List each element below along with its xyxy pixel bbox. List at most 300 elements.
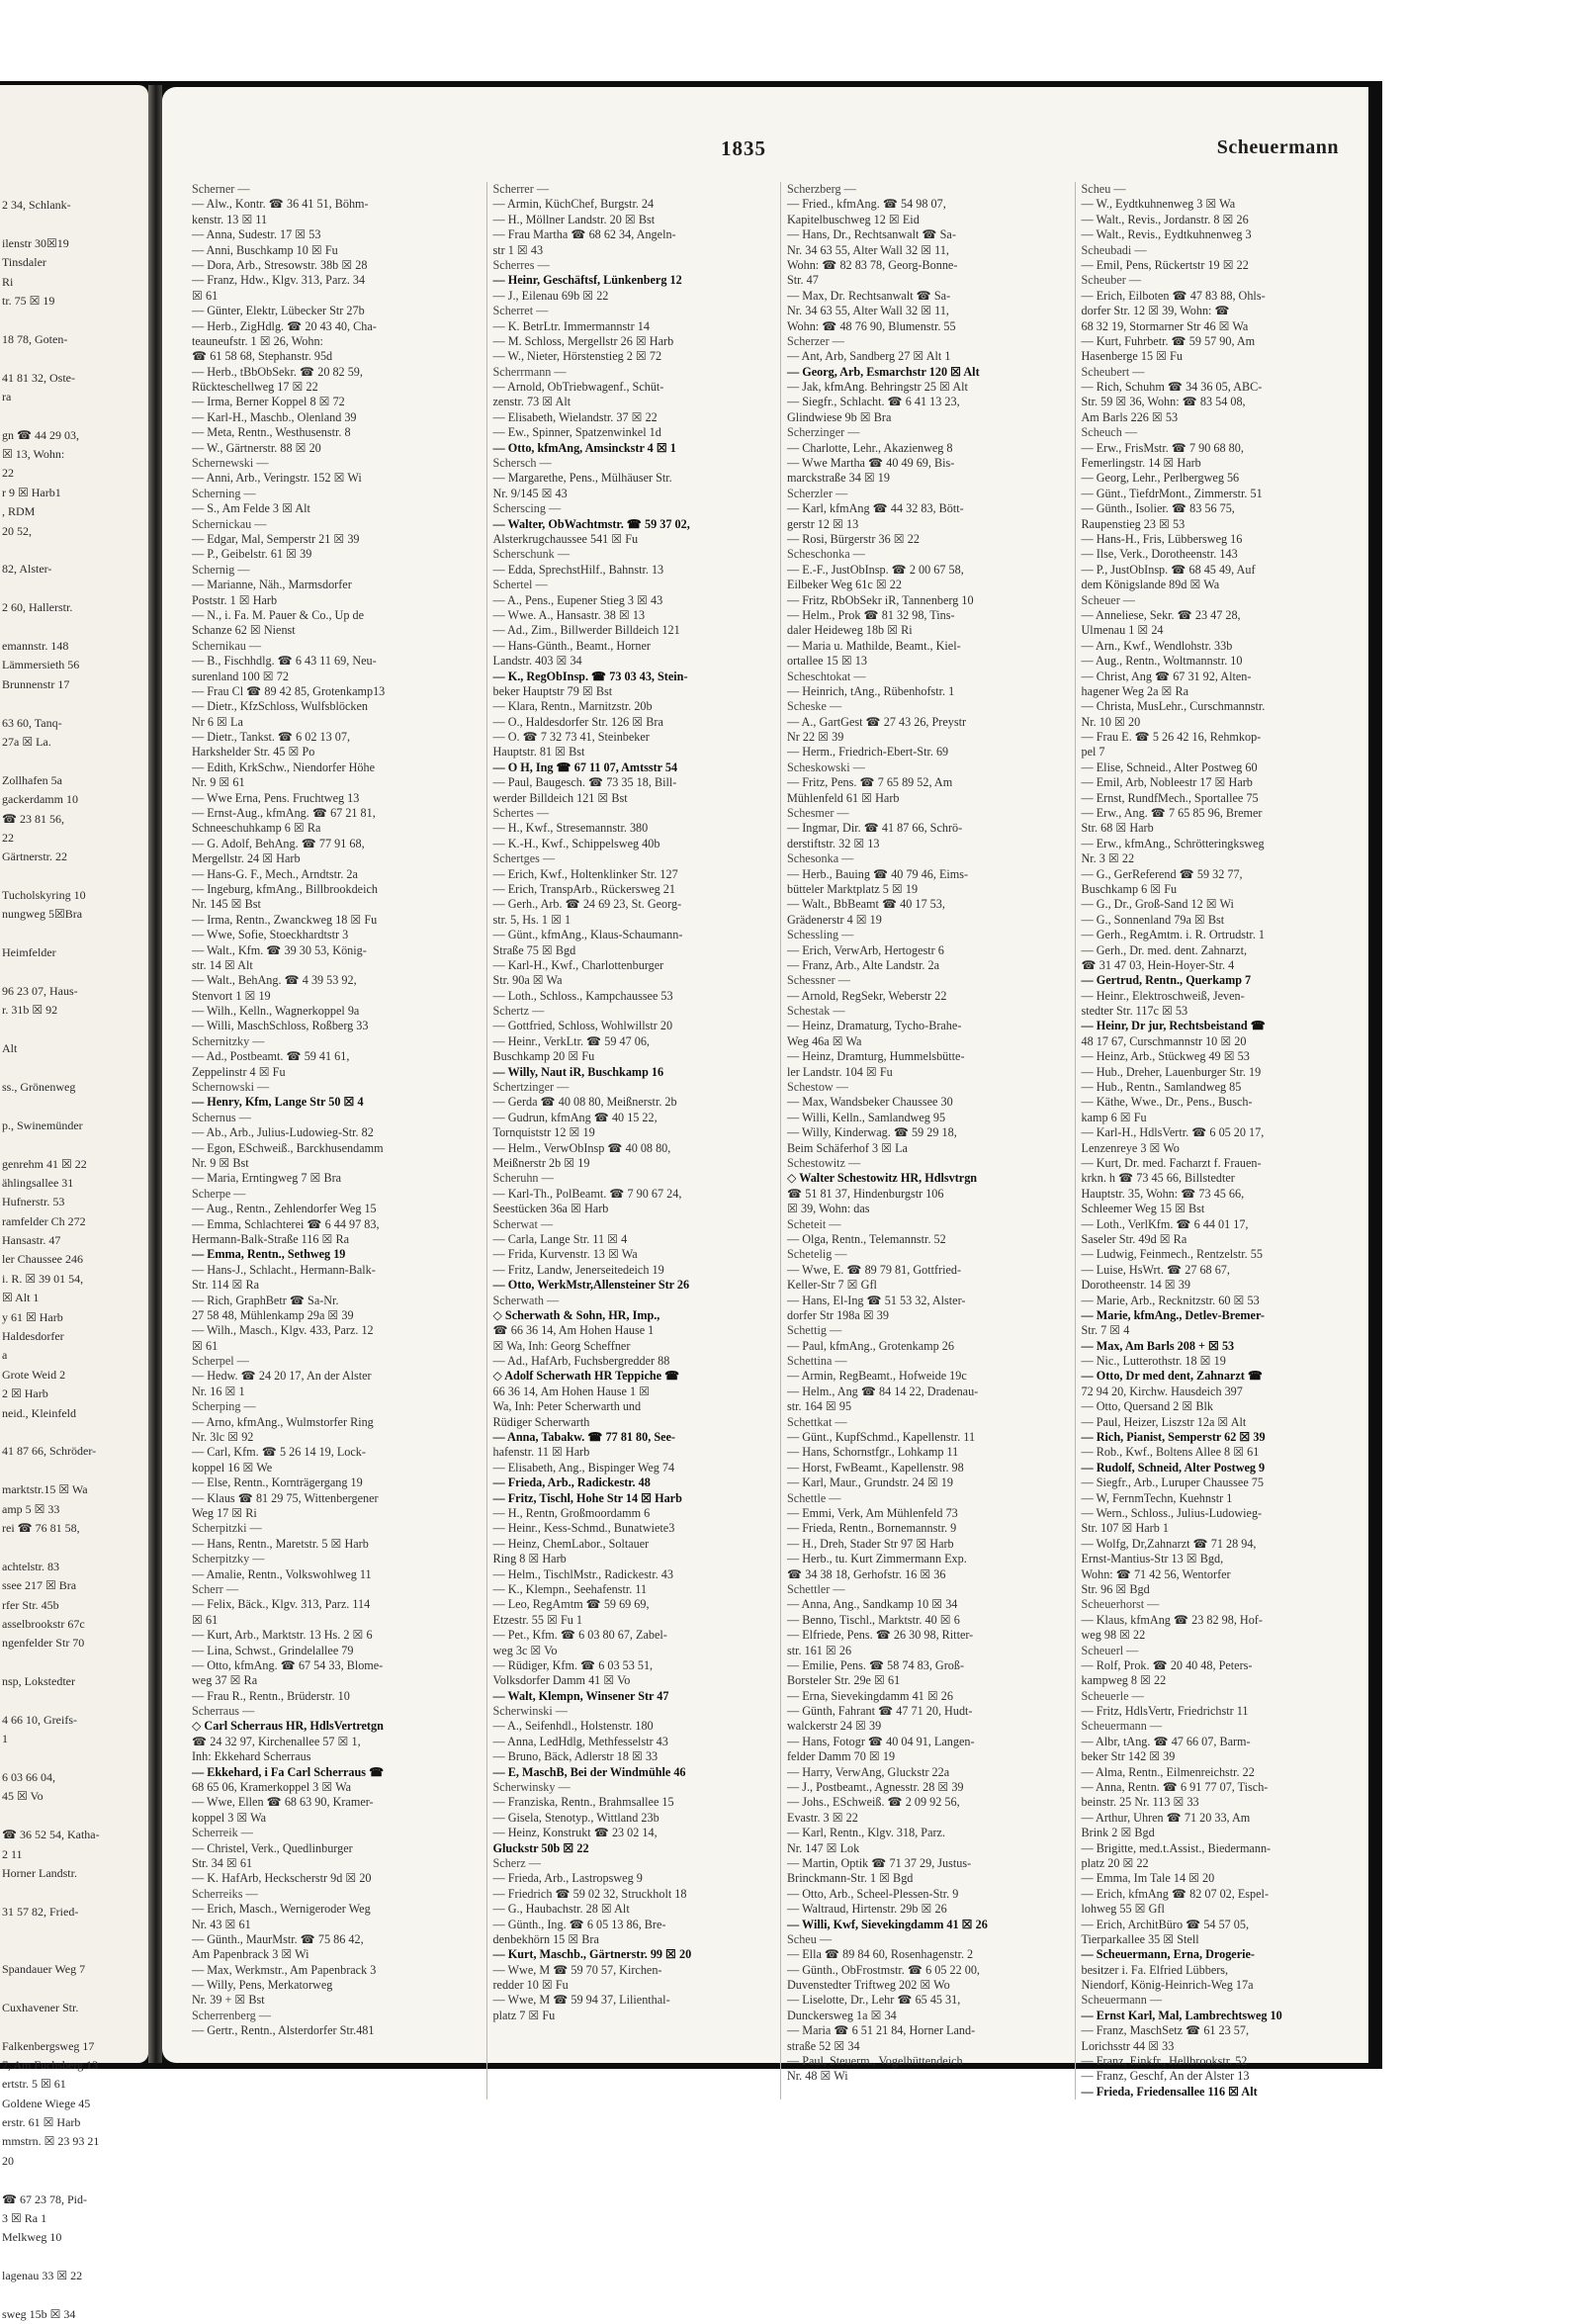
directory-entry: — Helm., Prok ☎ 81 32 98, Tins- — [787, 607, 955, 622]
directory-entry: — Gerh., RegAmtm. i. R. Ortrudstr. 1 — [1081, 928, 1266, 942]
surname-heading: Schertel — — [492, 578, 548, 592]
directory-entry: — Wwe, M ☎ 59 94 37, Lilienthal- — [492, 1993, 670, 2008]
left-page-line: gackerdamm 10 — [2, 792, 78, 807]
surname-heading: Schestow — — [787, 1080, 848, 1095]
directory-entry: Glindwiese 9b ☒ Bra — [787, 409, 892, 424]
directory-entry: — Pet., Kfm. ☎ 6 03 80 67, Zabel- — [492, 1628, 667, 1643]
left-page-line: 22 — [2, 466, 14, 481]
left-page-line — [2, 1135, 146, 1154]
directory-entry: Nr. 147 ☒ Lok — [787, 1840, 860, 1855]
directory-entry: — Wwe, Ellen ☎ 68 63 90, Kramer- — [192, 1795, 374, 1810]
directory-entry: — Paul, Baugesch. ☎ 73 35 18, Bill- — [492, 775, 677, 790]
left-page-line — [2, 215, 146, 233]
surname-heading: Scherpitzki — — [192, 1521, 262, 1536]
directory-entry: — Heinz, Arb., Stückweg 49 ☒ 53 — [1081, 1049, 1250, 1064]
surname-heading: Scheuch — — [1081, 425, 1138, 440]
directory-column-4 — [1075, 182, 1360, 2100]
directory-entry: krkn. h ☎ 73 45 66, Billstedter — [1081, 1171, 1235, 1186]
left-page-line: Heimfelder — [2, 945, 56, 960]
surname-heading: Scheruhn — — [492, 1171, 554, 1186]
directory-entry: — Hans-J., Schlacht., Hermann-Balk- — [192, 1262, 376, 1277]
directory-entry: — G., GerReferend ☎ 59 32 77, — [1081, 866, 1243, 881]
directory-entry: Evastr. 3 ☒ 22 — [787, 1810, 858, 1825]
directory-entry: — Maria, Erntingweg 7 ☒ Bra — [192, 1171, 342, 1186]
left-page-line: nsp, Lokstedter — [2, 1674, 75, 1689]
directory-entry: — Max, Am Barls 208 + ☒ 53 — [1081, 1338, 1235, 1353]
directory-entry: — Willy, Naut iR, Buschkamp 16 — [492, 1064, 664, 1079]
left-page-line: 45 ☒ Vo — [2, 1789, 44, 1804]
left-page-line — [2, 1941, 146, 1960]
directory-entry: str. 14 ☒ Alt — [192, 957, 253, 972]
directory-entry: Schneeschuhkamp 6 ☒ Ra — [192, 821, 321, 836]
left-page-text — [2, 196, 146, 2324]
directory-entry: koppel 16 ☒ We — [192, 1460, 273, 1475]
directory-entry: — Dora, Arb., Stresowstr. 38b ☒ 28 — [192, 257, 368, 272]
directory-entry: — Gottfried, Schloss, Wohlwillstr 20 — [492, 1019, 673, 1033]
surname-heading: Scheuber — — [1081, 273, 1142, 288]
surname-heading: Schesmer — — [787, 806, 849, 821]
directory-entry: — Heinr., Kess-Schmd., Bunatwiete3 — [492, 1521, 675, 1536]
directory-entry: — Franz, MaschSetz ☎ 61 23 57, — [1081, 2023, 1250, 2038]
directory-entry: Poststr. 1 ☒ Harb — [192, 592, 278, 607]
directory-entry: — Otto, Arb., Scheel-Plessen-Str. 9 — [787, 1886, 959, 1901]
directory-entry: — Siegfr., Arb., Luruper Chaussee 75 — [1081, 1475, 1264, 1490]
directory-entry: — Emilie, Pens. ☎ 58 74 83, Groß- — [787, 1657, 965, 1672]
left-page-line: rei ☎ 76 81 58, — [2, 1520, 80, 1535]
left-page-line — [2, 406, 146, 425]
surname-heading: Scherschunk — — [492, 547, 571, 562]
directory-entry: — Günth., MaurMstr. ☎ 75 86 42, — [192, 1931, 364, 1946]
directory-entry: ☎ 34 38 18, Gerhofstr. 16 ☒ 36 — [787, 1566, 946, 1581]
directory-entry: — Arnold, ObTriebwagenf., Schüt- — [492, 380, 664, 395]
surname-heading: Schertges — — [492, 851, 556, 866]
directory-entry: — A., Seifenhdl., Holstenstr. 180 — [492, 1719, 654, 1734]
left-page-line — [2, 2248, 146, 2267]
directory-entry: — Wwe Erna, Pens. Fruchtweg 13 — [192, 790, 360, 805]
directory-entry: — Günth., Ing. ☎ 6 05 13 86, Bre- — [492, 1917, 666, 1931]
left-page-line — [2, 1059, 146, 1078]
directory-entry: — Kurt, Fuhrbetr. ☎ 59 57 90, Am — [1081, 333, 1256, 348]
directory-entry: str. 5, Hs. 1 ☒ 1 — [492, 912, 571, 927]
directory-entry: — Anna, Ang., Sandkamp 10 ☒ 34 — [787, 1597, 958, 1612]
surname-heading: Schestak — — [787, 1004, 845, 1019]
directory-entry: Mergellstr. 24 ☒ Harb — [192, 851, 301, 866]
directory-entry: Ernst-Mantius-Str 13 ☒ Bgd, — [1081, 1552, 1224, 1566]
directory-entry: Str. 59 ☒ 36, Wohn: ☎ 83 54 08, — [1081, 395, 1246, 409]
left-page-line: a — [2, 1348, 8, 1363]
surname-heading: Schersch — — [492, 456, 552, 471]
directory-entry: Landstr. 403 ☒ 34 — [492, 654, 582, 669]
directory-entry: — Anni, Buschkamp 10 ☒ Fu — [192, 242, 338, 257]
left-page-line: Cuxhavener Str. — [2, 2000, 79, 2014]
directory-entry: — Benno, Tischl., Marktstr. 40 ☒ 6 — [787, 1612, 960, 1627]
directory-entry: teauneufstr. 1 ☒ 26, Wohn: — [192, 333, 323, 348]
directory-entry: — A., GartGest ☎ 27 43 26, Preystr — [787, 714, 967, 729]
directory-entry: — P., Geibelstr. 61 ☒ 39 — [192, 547, 312, 562]
directory-entry: — Anna, Tabakw. ☎ 77 81 80, See- — [492, 1430, 675, 1445]
directory-entry: Straße 75 ☒ Bgd — [492, 942, 576, 957]
directory-entry: — Rob., Kwf., Boltens Allee 8 ☒ 61 — [1081, 1445, 1260, 1460]
directory-entry: ☎ 24 32 97, Kirchenallee 57 ☒ 1, — [192, 1734, 361, 1748]
directory-entry: — Marie, kfmAng., Detlev-Bremer- — [1081, 1307, 1265, 1322]
directory-entry: Dorotheenstr. 14 ☒ 39 — [1081, 1278, 1190, 1293]
directory-entry: — Luise, HsWrt. ☎ 27 68 67, — [1081, 1262, 1230, 1277]
directory-entry: — Paul, Heizer, Liszstr 12a ☒ Alt — [1081, 1414, 1247, 1429]
directory-entry: — Margarethe, Pens., Mülhäuser Str. — [492, 471, 672, 486]
running-head: Scheuermann — [1216, 136, 1339, 158]
directory-entry: — Armin, RegBeamt., Hofweide 19c — [787, 1369, 967, 1384]
directory-entry: — Karl-H., Kwf., Charlottenburger — [492, 957, 664, 972]
directory-entry: — Edith, KrkSchw., Niendorfer Höhe — [192, 760, 376, 774]
directory-entry: — Emil, Arb, Nobleestr 17 ☒ Harb — [1081, 775, 1253, 790]
directory-entry: — Hans, Rentn., Maretstr. 5 ☒ Harb — [192, 1536, 369, 1551]
directory-entry: — Günt., KupfSchmd., Kapellenstr. 11 — [787, 1430, 976, 1445]
surname-heading: Scherscing — — [492, 501, 562, 516]
directory-entry: Str. 114 ☒ Ra — [192, 1278, 260, 1293]
directory-entry: Tierparkallee 35 ☒ Stell — [1081, 1931, 1199, 1946]
directory-entry: — Maria ☎ 6 51 21 84, Horner Land- — [787, 2023, 976, 2038]
surname-heading: Schettina — — [787, 1354, 847, 1369]
directory-entry: — Ella ☎ 89 84 60, Rosenhagenstr. 2 — [787, 1947, 974, 1962]
directory-entry: redder 10 ☒ Fu — [492, 1978, 569, 1993]
left-page-line: i. R. ☒ 39 01 54, — [2, 1271, 84, 1286]
surname-heading: Schestowitz — — [787, 1156, 861, 1170]
surname-heading: Scherzer — — [787, 333, 844, 348]
directory-entry: ortallee 15 ☒ 13 — [787, 654, 867, 669]
left-page-line: 7, Am Fuchsberg 13 — [2, 2057, 99, 2072]
left-page-line: 27a ☒ La. — [2, 734, 51, 749]
surname-heading: Schesonka — — [787, 851, 854, 866]
directory-entry: — Herb., Bauing ☎ 40 79 46, Eims- — [787, 866, 969, 881]
left-page-line — [2, 618, 146, 637]
directory-entry: Niendorf, König-Heinrich-Weg 17a — [1081, 1978, 1254, 1993]
directory-entry: — Hedw. ☎ 24 20 17, An der Alster — [192, 1369, 372, 1384]
directory-entry: — Erich, VerwArb, Hertogestr 6 — [787, 942, 944, 957]
directory-entry: — Walt., Revis., Jordanstr. 8 ☒ 26 — [1081, 212, 1249, 226]
directory-entry: — Herb., tu. Kurt Zimmermann Exp. — [787, 1552, 967, 1566]
directory-entry: — W., Eydtkuhnenweg 3 ☒ Wa — [1081, 197, 1236, 212]
directory-entry: dorfer Str. 12 ☒ 39, Wohn: ☎ — [1081, 304, 1230, 318]
directory-entry: marckstraße 34 ☒ 19 — [787, 471, 890, 486]
directory-entry: ☒ 61 — [192, 288, 219, 303]
left-page-line — [2, 541, 146, 560]
left-page-line: 20 — [2, 2153, 14, 2168]
left-page-line: ramfelder Ch 272 — [2, 1213, 86, 1228]
directory-entry: — Arno, kfmAng., Wulmstorfer Ring — [192, 1414, 374, 1429]
directory-entry: — Fritz, RbObSekr iR, Tannenberg 10 — [787, 592, 974, 607]
left-page-line — [2, 1979, 146, 1998]
directory-entry: ☎ 31 47 03, Hein-Hoyer-Str. 4 — [1081, 957, 1235, 972]
directory-entry: Inh: Ekkehard Scherraus — [192, 1749, 311, 1764]
left-page-line — [2, 1883, 146, 1902]
directory-entry: — Loth., VerlKfm. ☎ 6 44 01 17, — [1081, 1216, 1249, 1231]
directory-entry: — Hans-H., Fris, Lübbersweg 16 — [1081, 531, 1243, 546]
directory-entry: — Waltraud, Hirtenstr. 29b ☒ 26 — [787, 1902, 947, 1917]
surname-heading: Scheschonka — — [787, 547, 865, 562]
directory-entry: Weg 17 ☒ Ri — [192, 1505, 257, 1520]
directory-entry: — Heinz, Konstrukt ☎ 23 02 14, — [492, 1826, 658, 1840]
directory-entry: — Franz, Geschf, An der Alster 13 — [1081, 2069, 1250, 2084]
directory-entry: kampweg 8 ☒ 22 — [1081, 1673, 1167, 1688]
directory-entry: — Herb., ZigHdlg. ☎ 20 43 40, Cha- — [192, 318, 377, 333]
surname-heading: Scherpe — — [192, 1186, 246, 1201]
directory-entry: — Emil, Pens, Rückertstr 19 ☒ 22 — [1081, 257, 1249, 272]
directory-entry: — Marie, Arb., Recknitzstr. 60 ☒ 53 — [1081, 1293, 1260, 1307]
directory-entry: — Paul, Steuerm., Vogelhüttendeich — [787, 2054, 963, 2069]
directory-entry: — Karl, Maur., Grundstr. 24 ☒ 19 — [787, 1475, 953, 1490]
directory-entry: — Frieda, Rentn., Bornemannstr. 9 — [787, 1521, 957, 1536]
directory-entry: — Klara, Rentn., Marnitzstr. 20b — [492, 699, 653, 714]
directory-entry: — Frau R., Rentn., Brüderstr. 10 — [192, 1688, 350, 1703]
directory-entry: zenstr. 73 ☒ Alt — [492, 395, 571, 409]
directory-entry: Kapitelbuschweg 12 ☒ Eid — [787, 212, 920, 226]
directory-entry: — Anna, Sudestr. 17 ☒ 53 — [192, 227, 321, 242]
directory-entry: — Wwe, E. ☎ 89 79 81, Gottfried- — [787, 1262, 962, 1277]
surname-heading: Schessling — — [787, 928, 854, 942]
directory-entry: — Günth., ObFrostmstr. ☎ 6 05 22 00, — [787, 1962, 980, 1977]
directory-entry: — Franz, Arb., Alte Landstr. 2a — [787, 957, 940, 972]
left-page-line: Horner Landstr. — [2, 1865, 77, 1880]
directory-entry: — M. Schloss, Mergellstr 26 ☒ Harb — [492, 333, 674, 348]
surname-heading: Schernowski — — [192, 1080, 270, 1095]
directory-entry: Alsterkrugchaussee 541 ☒ Fu — [492, 531, 639, 546]
directory-entry: — E, MaschB, Bei der Windmühle 46 — [492, 1764, 686, 1779]
directory-entry: — Lina, Schwst., Grindelallee 79 — [192, 1643, 354, 1657]
directory-entry: — Ad., HafArb, Fuchsbergredder 88 — [492, 1354, 670, 1369]
directory-entry: Lenzenreye 3 ☒ Wo — [1081, 1140, 1180, 1155]
directory-entry: str. 161 ☒ 26 — [787, 1643, 852, 1657]
left-page-line: 2 ☒ Harb — [2, 1386, 48, 1401]
directory-entry: kamp 6 ☒ Fu — [1081, 1110, 1147, 1124]
directory-entry: Wohn: ☎ 82 83 78, Georg-Bonne- — [787, 257, 958, 272]
directory-entry: — Ekkehard, i Fa Carl Scherraus ☎ — [192, 1764, 385, 1779]
directory-column-2 — [486, 182, 771, 2100]
directory-entry: — Albr, tAng. ☎ 47 66 07, Barm- — [1081, 1734, 1251, 1748]
surname-heading: Scheske — — [787, 699, 842, 714]
directory-entry: hafenstr. 11 ☒ Harb — [492, 1445, 590, 1460]
directory-entry: ☎ 61 58 68, Stephanstr. 95d — [192, 349, 333, 364]
left-page-line: Brunnenstr 17 — [2, 676, 70, 691]
left-page-line: ler Chaussee 246 — [2, 1252, 83, 1267]
directory-entry: Nr 6 ☒ La — [192, 714, 243, 729]
surname-heading: Schernitzky — — [192, 1033, 265, 1048]
directory-entry: — Max, Wandsbeker Chaussee 30 — [787, 1095, 953, 1110]
directory-entry: — W., Gärtnerstr. 88 ☒ 20 — [192, 440, 321, 455]
directory-entry: Harkshelder Str. 45 ☒ Po — [192, 745, 315, 760]
directory-entry: — Emma, Im Tale 14 ☒ 20 — [1081, 1871, 1215, 1886]
directory-entry: lohweg 55 ☒ Gfl — [1081, 1902, 1165, 1917]
left-page-line — [2, 1097, 146, 1116]
directory-entry: Nr. 9 ☒ Bst — [192, 1156, 249, 1170]
directory-entry: Keller-Str 7 ☒ Gfl — [787, 1278, 877, 1293]
directory-entry: Buschkamp 20 ☒ Fu — [492, 1049, 595, 1064]
directory-entry: — Klaus ☎ 81 29 75, Wittenbergener — [192, 1490, 379, 1505]
surname-heading: Scheuer — — [1081, 592, 1135, 607]
surname-heading: Schertes — — [492, 806, 550, 821]
directory-entry: — Friedrich ☎ 59 02 32, Struckholt 18 — [492, 1886, 687, 1901]
directory-entry: — Ab., Arb., Julius-Ludowieg-Str. 82 — [192, 1125, 374, 1140]
directory-entry: pel 7 — [1081, 745, 1105, 760]
left-page-line: Tinsdaler — [2, 255, 46, 270]
left-page-line: Zollhafen 5a — [2, 772, 62, 787]
surname-heading: Scherner — — [192, 182, 250, 196]
surname-heading: Schernig — — [192, 562, 250, 577]
directory-entry: — Ernst-Aug., kfmAng. ☎ 67 21 81, — [192, 806, 376, 821]
directory-entry: — Otto, kfmAng, Amsinckstr 4 ☒ 1 — [492, 440, 676, 455]
directory-entry: — Anna, Rentn. ☎ 6 91 77 07, Tisch- — [1081, 1780, 1269, 1795]
directory-entry: str. 164 ☒ 95 — [787, 1399, 852, 1414]
directory-entry: — Otto, Quersand 2 ☒ Blk — [1081, 1399, 1213, 1414]
directory-entry: Mühlenfeld 61 ☒ Harb — [787, 790, 900, 805]
directory-entry: Nr. 34 63 55, Alter Wall 32 ☒ 11, — [787, 304, 949, 318]
directory-entry: — Hub., Dreher, Lauenburger Str. 19 — [1081, 1064, 1262, 1079]
directory-entry: surenland 100 ☒ 72 — [192, 669, 289, 683]
directory-entry: — Ingmar, Dir. ☎ 41 87 66, Schrö- — [787, 821, 963, 836]
directory-entry: — K.-H., Kwf., Schippelsweg 40b — [492, 836, 660, 850]
surname-heading: Scherrmann — — [492, 364, 567, 379]
left-page-line — [2, 1807, 146, 1826]
directory-entry: — Horst, FwBeamt., Kapellenstr. 98 — [787, 1460, 964, 1475]
directory-entry: — Günt., TiefdrMont., Zimmerstr. 51 — [1081, 486, 1263, 500]
directory-entry: derstiftstr. 32 ☒ 13 — [787, 836, 880, 850]
directory-entry: beinstr. 25 Nr. 113 ☒ 33 — [1081, 1795, 1199, 1810]
directory-entry: Hauptstr. 35, Wohn: ☎ 73 45 66, — [1081, 1186, 1245, 1201]
directory-entry: — Heinz, Dramaturg, Tycho-Brahe- — [787, 1019, 962, 1033]
directory-entry: — Ad., Postbeamt. ☎ 59 41 61, — [192, 1049, 350, 1064]
directory-entry: — N., i. Fa. M. Pauer & Co., Up de — [192, 607, 364, 622]
left-page-line: gn ☎ 44 29 03, — [2, 427, 79, 442]
directory-entry: — Irma, Rentn., Zwanckweg 18 ☒ Fu — [192, 912, 378, 927]
left-page-line — [2, 2017, 146, 2036]
directory-entry: Str. 96 ☒ Bgd — [1081, 1581, 1150, 1596]
directory-entry: — Ant, Arb, Sandberg 27 ☒ Alt 1 — [787, 349, 951, 364]
directory-entry: — Günth., Isolier. ☎ 83 56 75, — [1081, 501, 1235, 516]
directory-entry: Hasenberge 15 ☒ Fu — [1081, 349, 1183, 364]
directory-entry: Grädenerstr 4 ☒ 19 — [787, 912, 882, 927]
directory-entry: — Felix, Bäck., Klgv. 313, Parz. 114 — [192, 1597, 371, 1612]
directory-entry: — Otto, kfmAng. ☎ 67 54 33, Blome- — [192, 1657, 384, 1672]
directory-entry: — Franz, Einkfr., Hellbrookstr. 52 — [1081, 2054, 1248, 2069]
directory-entry: — Gerh., Dr. med. dent. Zahnarzt, — [1081, 942, 1248, 957]
left-page-line: amp 5 ☒ 33 — [2, 1501, 60, 1516]
directory-entry: — Heinz, Dramturg, Hummelsbütte- — [787, 1049, 965, 1064]
directory-entry: ☒ 61 — [192, 1338, 219, 1353]
directory-entry: ◇ Walter Schestowitz HR, Hdlsvtrgn — [787, 1171, 978, 1186]
directory-entry: — Harry, VerwAng, Gluckstr 22a — [787, 1764, 950, 1779]
directory-entry: Hauptstr. 81 ☒ Bst — [492, 745, 585, 760]
directory-entry: Str. 47 — [787, 273, 819, 288]
left-page-line: p., Swinemünder — [2, 1117, 83, 1132]
directory-entry: — Karl, Rentn., Klgv. 318, Parz. — [787, 1826, 945, 1840]
left-page-line: sweg 15b ☒ 34 — [2, 2306, 76, 2321]
directory-entry: — Rudolf, Schneid, Alter Postweg 9 — [1081, 1460, 1266, 1475]
directory-entry: Brink 2 ☒ Bgd — [1081, 1826, 1155, 1840]
left-page-line: 1 — [2, 1732, 8, 1746]
surname-heading: Schettler — — [787, 1581, 845, 1596]
directory-entry: — Ad., Zim., Billwerder Billdeich 121 — [492, 623, 680, 638]
directory-entry: — Ludwig, Feinmech., Rentzelstr. 55 — [1081, 1247, 1263, 1262]
directory-entry: — Günt., kfmAng., Klaus-Schaumann- — [492, 928, 683, 942]
surname-heading: Schernus — — [192, 1110, 251, 1124]
directory-entry: — Carla, Lange Str. 11 ☒ 4 — [492, 1231, 628, 1246]
directory-entry: weg 37 ☒ Ra — [192, 1673, 258, 1688]
directory-entry: Etzestr. 55 ☒ Fu 1 — [492, 1612, 582, 1627]
surname-heading: Scherrenberg — — [192, 2008, 271, 2022]
directory-entry: — Erw., kfmAng., Schrötteringksweg — [1081, 836, 1265, 850]
directory-entry: — Frau E. ☎ 5 26 42 16, Rehmkop- — [1081, 730, 1262, 745]
left-page-line — [2, 752, 146, 770]
directory-entry: ler Landstr. 104 ☒ Fu — [787, 1064, 893, 1079]
left-page-line: ertstr. 5 ☒ 61 — [2, 2077, 66, 2092]
left-page-line: Haldesdorfer — [2, 1329, 64, 1344]
directory-entry: — Ernst, RundfMech., Sportallee 75 — [1081, 790, 1259, 805]
surname-heading: Scherwinsky — — [492, 1780, 571, 1795]
directory-column-1 — [192, 182, 477, 2100]
directory-entry: — Carl, Kfm. ☎ 5 26 14 19, Lock- — [192, 1445, 366, 1460]
left-page-line — [2, 694, 146, 713]
directory-entry: — Walt, Klempn, Winsener Str 47 — [492, 1688, 669, 1703]
surname-heading: Scheu — — [1081, 182, 1126, 196]
left-page-line: emannstr. 148 — [2, 638, 69, 653]
directory-entry: — Henry, Kfm, Lange Str 50 ☒ 4 — [192, 1095, 364, 1110]
directory-entry: — Siegfr., Schlacht. ☎ 6 41 13 23, — [787, 395, 960, 409]
directory-entry: beker Str 142 ☒ 39 — [1081, 1749, 1176, 1764]
left-page-line — [2, 1462, 146, 1480]
directory-entry: Hermann-Balk-Straße 116 ☒ Ra — [192, 1231, 350, 1246]
directory-entry: — Fritz, Landw, Jenerseitedeich 19 — [492, 1262, 664, 1277]
directory-entry: — Anna, LedHdlg, Methfesselstr 43 — [492, 1734, 668, 1748]
left-page-line: Hufnerstr. 53 — [2, 1195, 65, 1209]
directory-entry: — Erich, Eilboten ☎ 47 83 88, Ohls- — [1081, 288, 1266, 303]
directory-entry: — Hans, Fotogr ☎ 40 04 91, Langen- — [787, 1734, 975, 1748]
directory-entry: — Georg, Arb, Esmarchstr 120 ☒ Alt — [787, 364, 980, 379]
directory-entry: ☒ Wa, Inh: Georg Scheffner — [492, 1338, 631, 1353]
directory-entry: — Alma, Rentn., Eilmenreichstr. 22 — [1081, 1764, 1255, 1779]
directory-entry: Ulmenau 1 ☒ 24 — [1081, 623, 1164, 638]
left-page-line — [2, 2171, 146, 2190]
directory-entry: — Christa, MusLehr., Curschmannstr. — [1081, 699, 1266, 714]
directory-entry: — Hans-Günth., Beamt., Horner — [492, 638, 651, 653]
directory-entry: — Karl-Th., PolBeamt. ☎ 7 90 67 24, — [492, 1186, 682, 1201]
directory-entry: — Gisela, Stenotyp., Wittland 23b — [492, 1810, 659, 1825]
surname-heading: Scheubert — — [1081, 364, 1145, 379]
directory-entry: Nr. 145 ☒ Bst — [192, 897, 261, 912]
directory-entry: weg 98 ☒ 22 — [1081, 1628, 1146, 1643]
surname-heading: Schetelig — — [787, 1247, 847, 1262]
directory-entry: Am Papenbrack 3 ☒ Wi — [192, 1947, 309, 1962]
surname-heading: Schettkat — — [787, 1414, 847, 1429]
left-page-line: 31 57 82, Fried- — [2, 1904, 79, 1919]
directory-entry: Nr. 43 ☒ 61 — [192, 1917, 251, 1931]
directory-entry: Weg 46a ☒ Wa — [787, 1033, 862, 1048]
directory-entry: — K., RegObInsp. ☎ 73 03 43, Stein- — [492, 669, 688, 683]
directory-entry: Str. 7 ☒ 4 — [1081, 1323, 1130, 1338]
directory-entry: — Willy, Pens, Merkatorweg — [192, 1978, 333, 1993]
directory-entry: — Paul, kfmAng., Grotenkamp 26 — [787, 1338, 954, 1353]
surname-heading: Scherr — — [192, 1581, 239, 1596]
directory-entry: — Martin, Optik ☎ 71 37 29, Justus- — [787, 1855, 972, 1870]
directory-entry: — B., Fischhdlg. ☎ 6 43 11 69, Neu- — [192, 654, 377, 669]
directory-entry: — Herm., Friedrich-Ebert-Str. 69 — [787, 745, 949, 760]
directory-entry: — Dietr., KfzSchloss, Wulfsblöcken — [192, 699, 369, 714]
directory-entry: — Arnold, RegSekr, Weberstr 22 — [787, 988, 947, 1003]
surname-heading: Scheubadi — — [1081, 242, 1147, 257]
directory-entry: — G., Haubachstr. 28 ☒ Alt — [492, 1902, 630, 1917]
directory-entry: — O., Haldesdorfer Str. 126 ☒ Bra — [492, 714, 663, 729]
directory-entry: — Bruno, Bäck, Adlerstr 18 ☒ 33 — [492, 1749, 659, 1764]
directory-entry: — Ew., Spinner, Spatzenwinkel 1d — [492, 425, 661, 440]
left-page-line — [2, 1654, 146, 1672]
